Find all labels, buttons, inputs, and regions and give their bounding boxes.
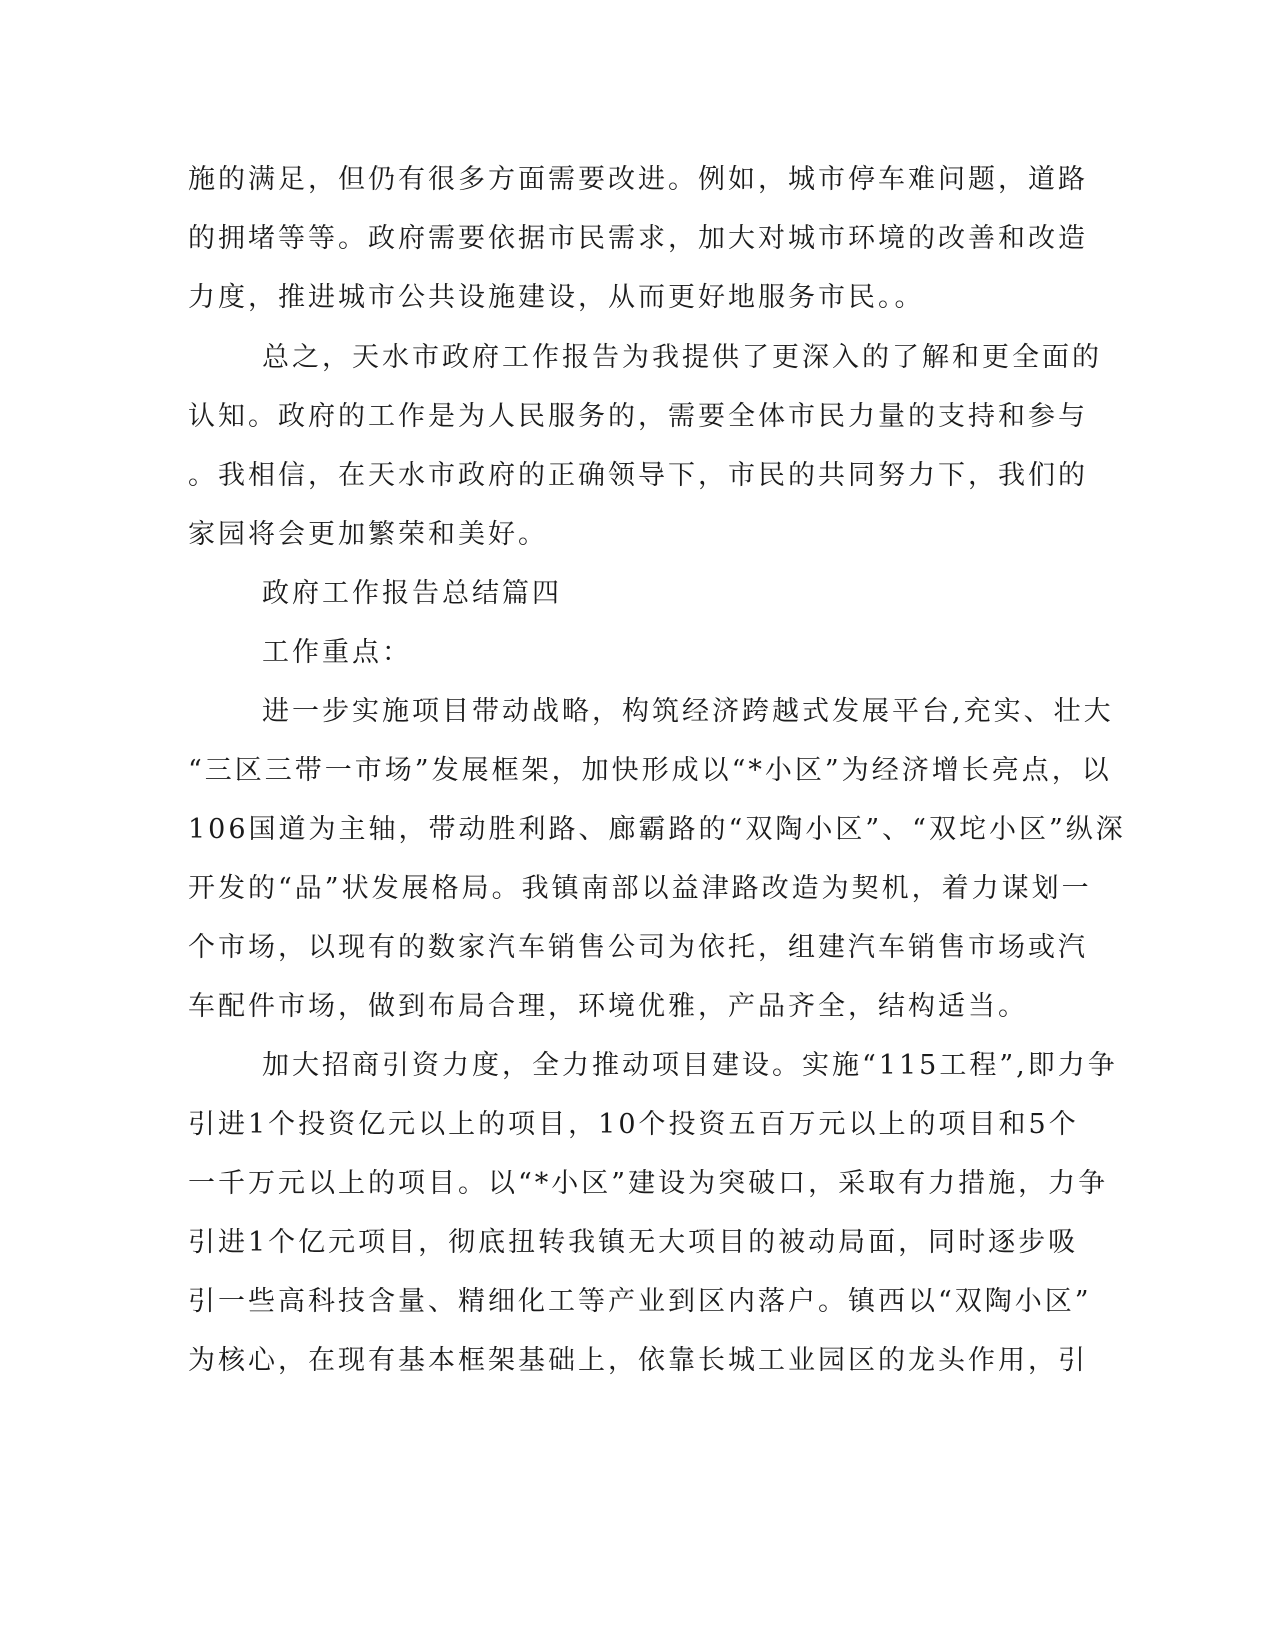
text-line: 开发的“品”状发展格局。我镇南部以益津路改造为契机，着力谋划一 — [188, 873, 1092, 904]
text-line: 的拥堵等等。政府需要依据市民需求，加大对城市环境的改善和改造 — [188, 223, 1088, 254]
text-line: 一千万元以上的项目。以“*小区”建设为突破口，采取有力措施，力争 — [188, 1168, 1109, 1199]
paragraph-start-line: 总之，天水市政府工作报告为我提供了更深入的了解和更全面的 — [262, 342, 1102, 373]
subheading: 工作重点： — [262, 637, 412, 668]
text-line: 认知。政府的工作是为人民服务的，需要全体市民力量的支持和参与 — [188, 401, 1088, 432]
paragraph-start-line: 加大招商引资力度，全力推动项目建设。实施“115工程”,即力争 — [262, 1050, 1118, 1081]
text-line: 力度，推进城市公共设施建设，从而更好地服务市民。。 — [188, 282, 925, 313]
section-heading: 政府工作报告总结篇四 — [262, 578, 562, 609]
text-line: 施的满足，但仍有很多方面需要改进。例如，城市停车难问题，道路 — [188, 164, 1088, 195]
text-line: 。我相信，在天水市政府的正确领导下，市民的共同努力下，我们的 — [188, 460, 1088, 491]
text-line: 引一些高科技含量、精细化工等产业到区内落户。镇西以“双陶小区” — [188, 1286, 1092, 1317]
text-line: 家园将会更加繁荣和美好。 — [188, 519, 548, 550]
paragraph-start-line: 进一步实施项目带动战略，构筑经济跨越式发展平台,充实、壮大 — [262, 696, 1114, 727]
text-line: 为核心，在现有基本框架基础上，依靠长城工业园区的龙头作用，引 — [188, 1345, 1088, 1376]
text-line: 车配件市场，做到布局合理，环境优雅，产品齐全，结构适当。 — [188, 991, 1028, 1022]
text-line: 106国道为主轴，带动胜利路、廊霸路的“双陶小区”、“双坨小区”纵深 — [188, 814, 1126, 845]
text-line: 引进1个投资亿元以上的项目，10个投资五百万元以上的项目和5个 — [188, 1109, 1079, 1140]
text-line: 个市场，以现有的数家汽车销售公司为依托，组建汽车销售市场或汽 — [188, 932, 1088, 963]
text-line: “三区三带一市场”发展框架，加快形成以“*小区”为经济增长亮点，以 — [188, 755, 1112, 786]
text-line: 引进1个亿元项目，彻底扭转我镇无大项目的被动局面，同时逐步吸 — [188, 1227, 1079, 1258]
